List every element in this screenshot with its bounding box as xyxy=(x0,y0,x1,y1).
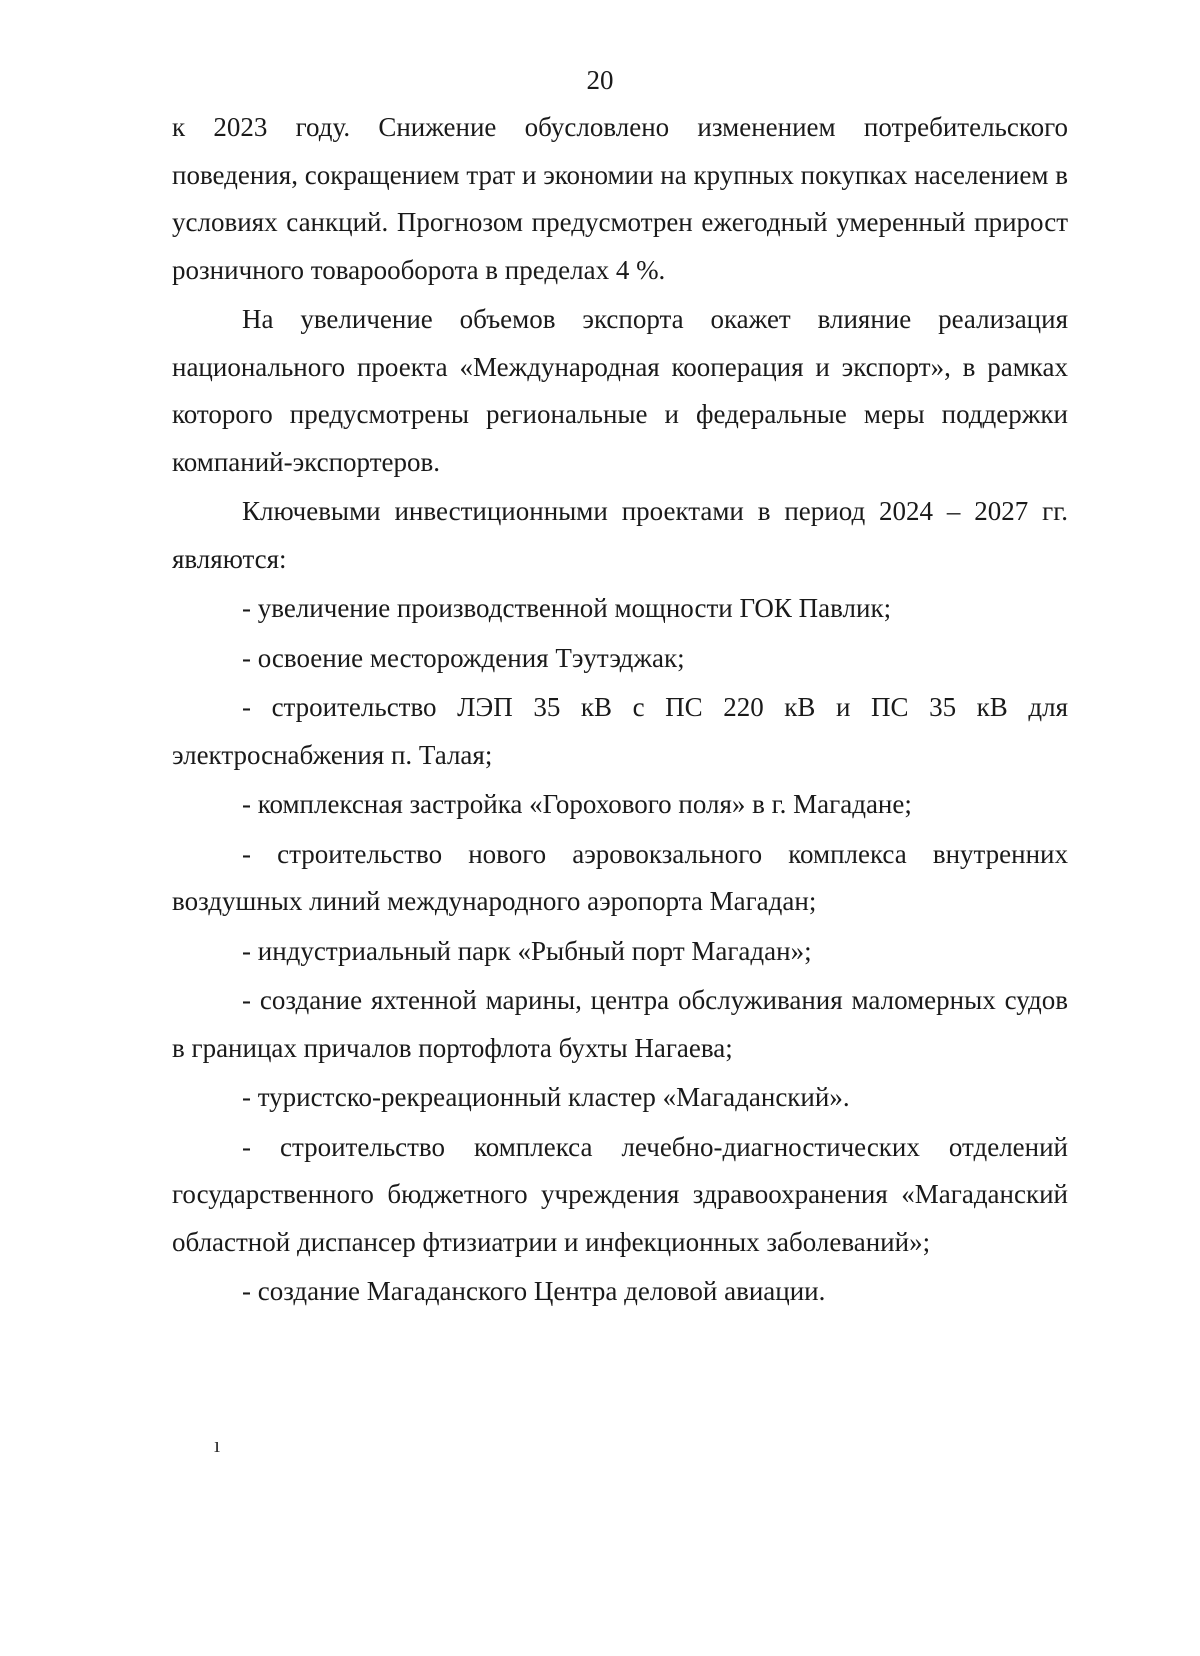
list-item-power-line: - строительство ЛЭП 35 кВ с ПС 220 кВ и ПС 35 кВ для электроснабжения п. Талая; xyxy=(172,692,1068,770)
paragraph-key-projects-intro: Ключевыми инвестиционными проектами в период 2024 – 2027 гг. являются: xyxy=(172,496,1068,574)
paragraph-export: На увеличение объемов экспорта окажет влияние реализация национального проекта «Международная кооперация и экспорт», в рамках которого предусмотрены региональные и федеральные меры поддержки компаний-экспортеров. xyxy=(172,304,1068,477)
stray-scan-mark: ı xyxy=(214,1432,221,1457)
list-item-tb-dispensary: - строительство комплекса лечебно-диагностических отделений государственного бюджетного учреждения здравоохранения «Магаданский областной диспансер фтизиатрии и инфекционных заболеваний»; xyxy=(172,1131,1068,1257)
list-item-pavlik: - увеличение производственной мощности ГОК Павлик; xyxy=(242,593,892,623)
list-item-business-aviation: - создание Магаданского Центра деловой авиации. xyxy=(242,1276,826,1306)
list-item-fish-port: - индустриальный парк «Рыбный порт Магадан»; xyxy=(242,935,812,966)
list-item-gorokhovoe-pole: - комплексная застройка «Горохового поля» в г. Магадане; xyxy=(242,789,912,819)
document-body xyxy=(172,104,1068,1316)
list-item-teutedzhak: - освоение месторождения Тэутэджак; xyxy=(242,642,685,673)
list-item-yacht-marina: - создание яхтенной марины, центра обслуживания маломерных судов в границах причалов портофлота бухты Нагаева; xyxy=(172,985,1068,1063)
page-number: 20 xyxy=(586,65,614,95)
paragraph-retail-forecast: к 2023 году. Снижение обусловлено изменением потребительского поведения, сокращением трат и экономии на крупных покупках населением в условиях санкций. Прогнозом предусмотрен ежегодный умеренный прирост розничного товарооборота в пределах 4 %. xyxy=(172,112,1068,285)
list-item-airport-terminal: - строительство нового аэровокзального комплекса внутренних воздушных линий международного аэропорта Магадан; xyxy=(172,838,1068,916)
list-item-tourist-cluster: - туристско-рекреационный кластер «Магаданский». xyxy=(242,1082,850,1112)
